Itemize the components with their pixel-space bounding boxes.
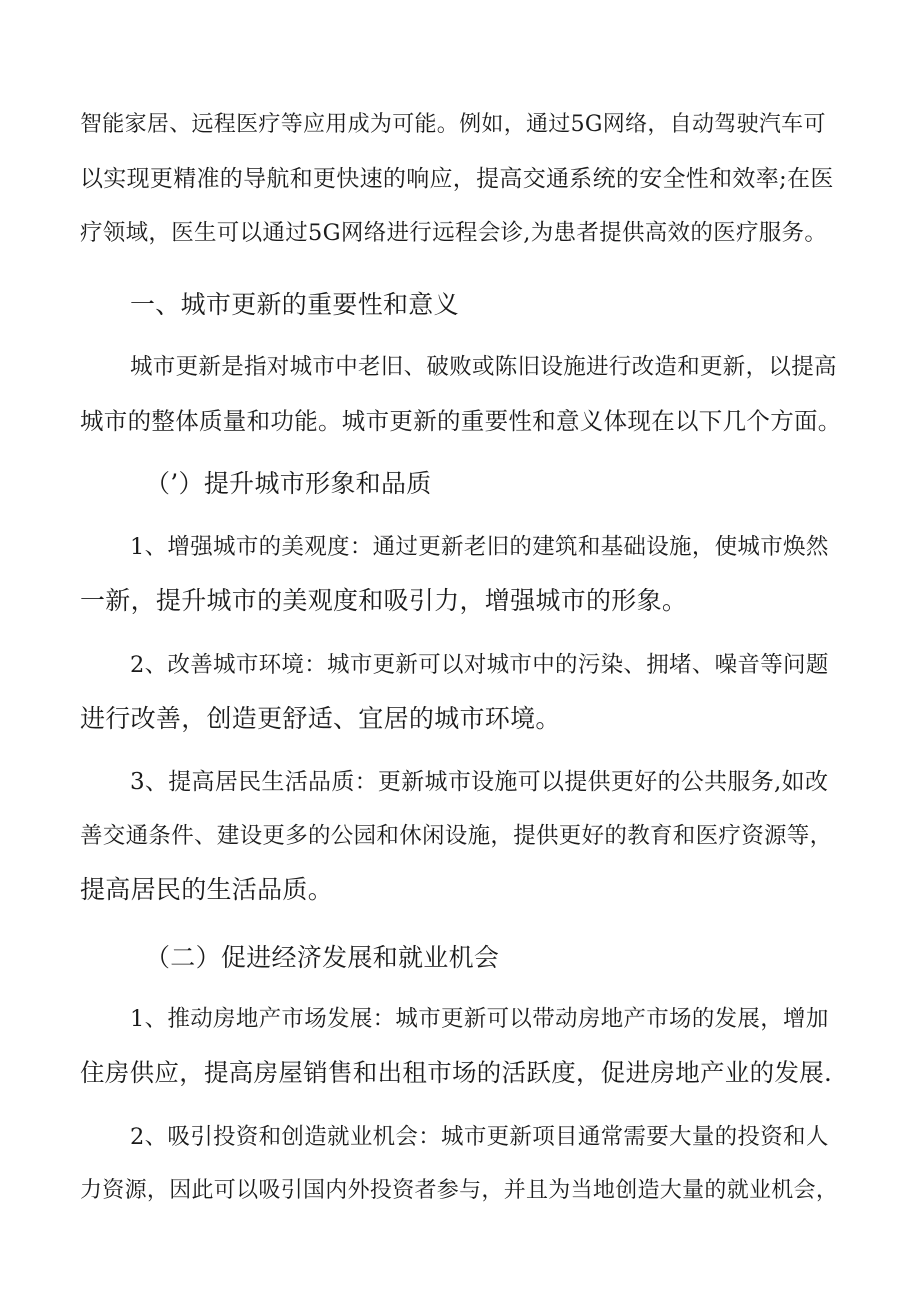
subsection-1-item-2-line-2: 进行改善，创造更舒适、宜居的城市环境。 <box>80 704 561 733</box>
subsection-1-heading: （’）提升城市形象和品质 <box>145 469 432 498</box>
subsection-1-item-2-line-1: 2、改善城市环境：城市更新可以对城市中的污染、拥堵、噪音等问题 <box>130 652 829 678</box>
subsection-1-item-1-line-1: 1、增强城市的美观度：通过更新老旧的建筑和基础设施，使城市焕然 <box>130 534 829 560</box>
subsection-2-item-1-line-2: 住房供应，提高房屋销售和出租市场的活跃度，促进房地产业的发展. <box>80 1058 833 1087</box>
section-intro-line-2: 城市的整体质量和功能。城市更新的重要性和意义体现在以下几个方面。 <box>80 407 842 435</box>
subsection-1-item-3-line-2: 善交通条件、建设更多的公园和休闲设施，提供更好的教育和医疗资源等， <box>80 823 833 849</box>
subsection-2-heading: （二）促进经济发展和就业机会 <box>145 943 500 972</box>
section-heading: 一、城市更新的重要性和意义 <box>130 290 459 319</box>
subsection-2-item-1-line-1: 1、推动房地产市场发展：城市更新可以带动房地产市场的发展，增加 <box>130 1006 829 1032</box>
section-intro-line-1: 城市更新是指对城市中老旧、破败或陈旧设施进行改造和更新，以提高 <box>130 354 837 380</box>
intro-line-3: 疗领域，医生可以通过5G网络进行远程会诊,为患者提供高效的医疗服务。 <box>80 220 828 246</box>
subsection-1-item-1-line-2: 一新，提升城市的美观度和吸引力，增强城市的形象。 <box>80 586 688 615</box>
intro-line-1: 智能家居、远程医疗等应用成为可能。例如，通过5G网络，自动驾驶汽车可 <box>80 112 826 137</box>
intro-line-2: 以实现更精准的导航和更快速的响应，提高交通系统的安全性和效率;在医 <box>80 166 834 192</box>
subsection-1-item-3-line-1: 3、提高居民生活品质：更新城市设施可以提供更好的公共服务,如改 <box>130 769 829 795</box>
subsection-2-item-2-line-1: 2、吸引投资和创造就业机会：城市更新项目通常需要大量的投资和人 <box>130 1124 829 1150</box>
subsection-1-item-3-line-3: 提高居民的生活品质。 <box>80 875 334 904</box>
subsection-2-item-2-line-2: 力资源，因此可以吸引国内外投资者参与，并且为当地创造大量的就业机会， <box>80 1178 839 1203</box>
